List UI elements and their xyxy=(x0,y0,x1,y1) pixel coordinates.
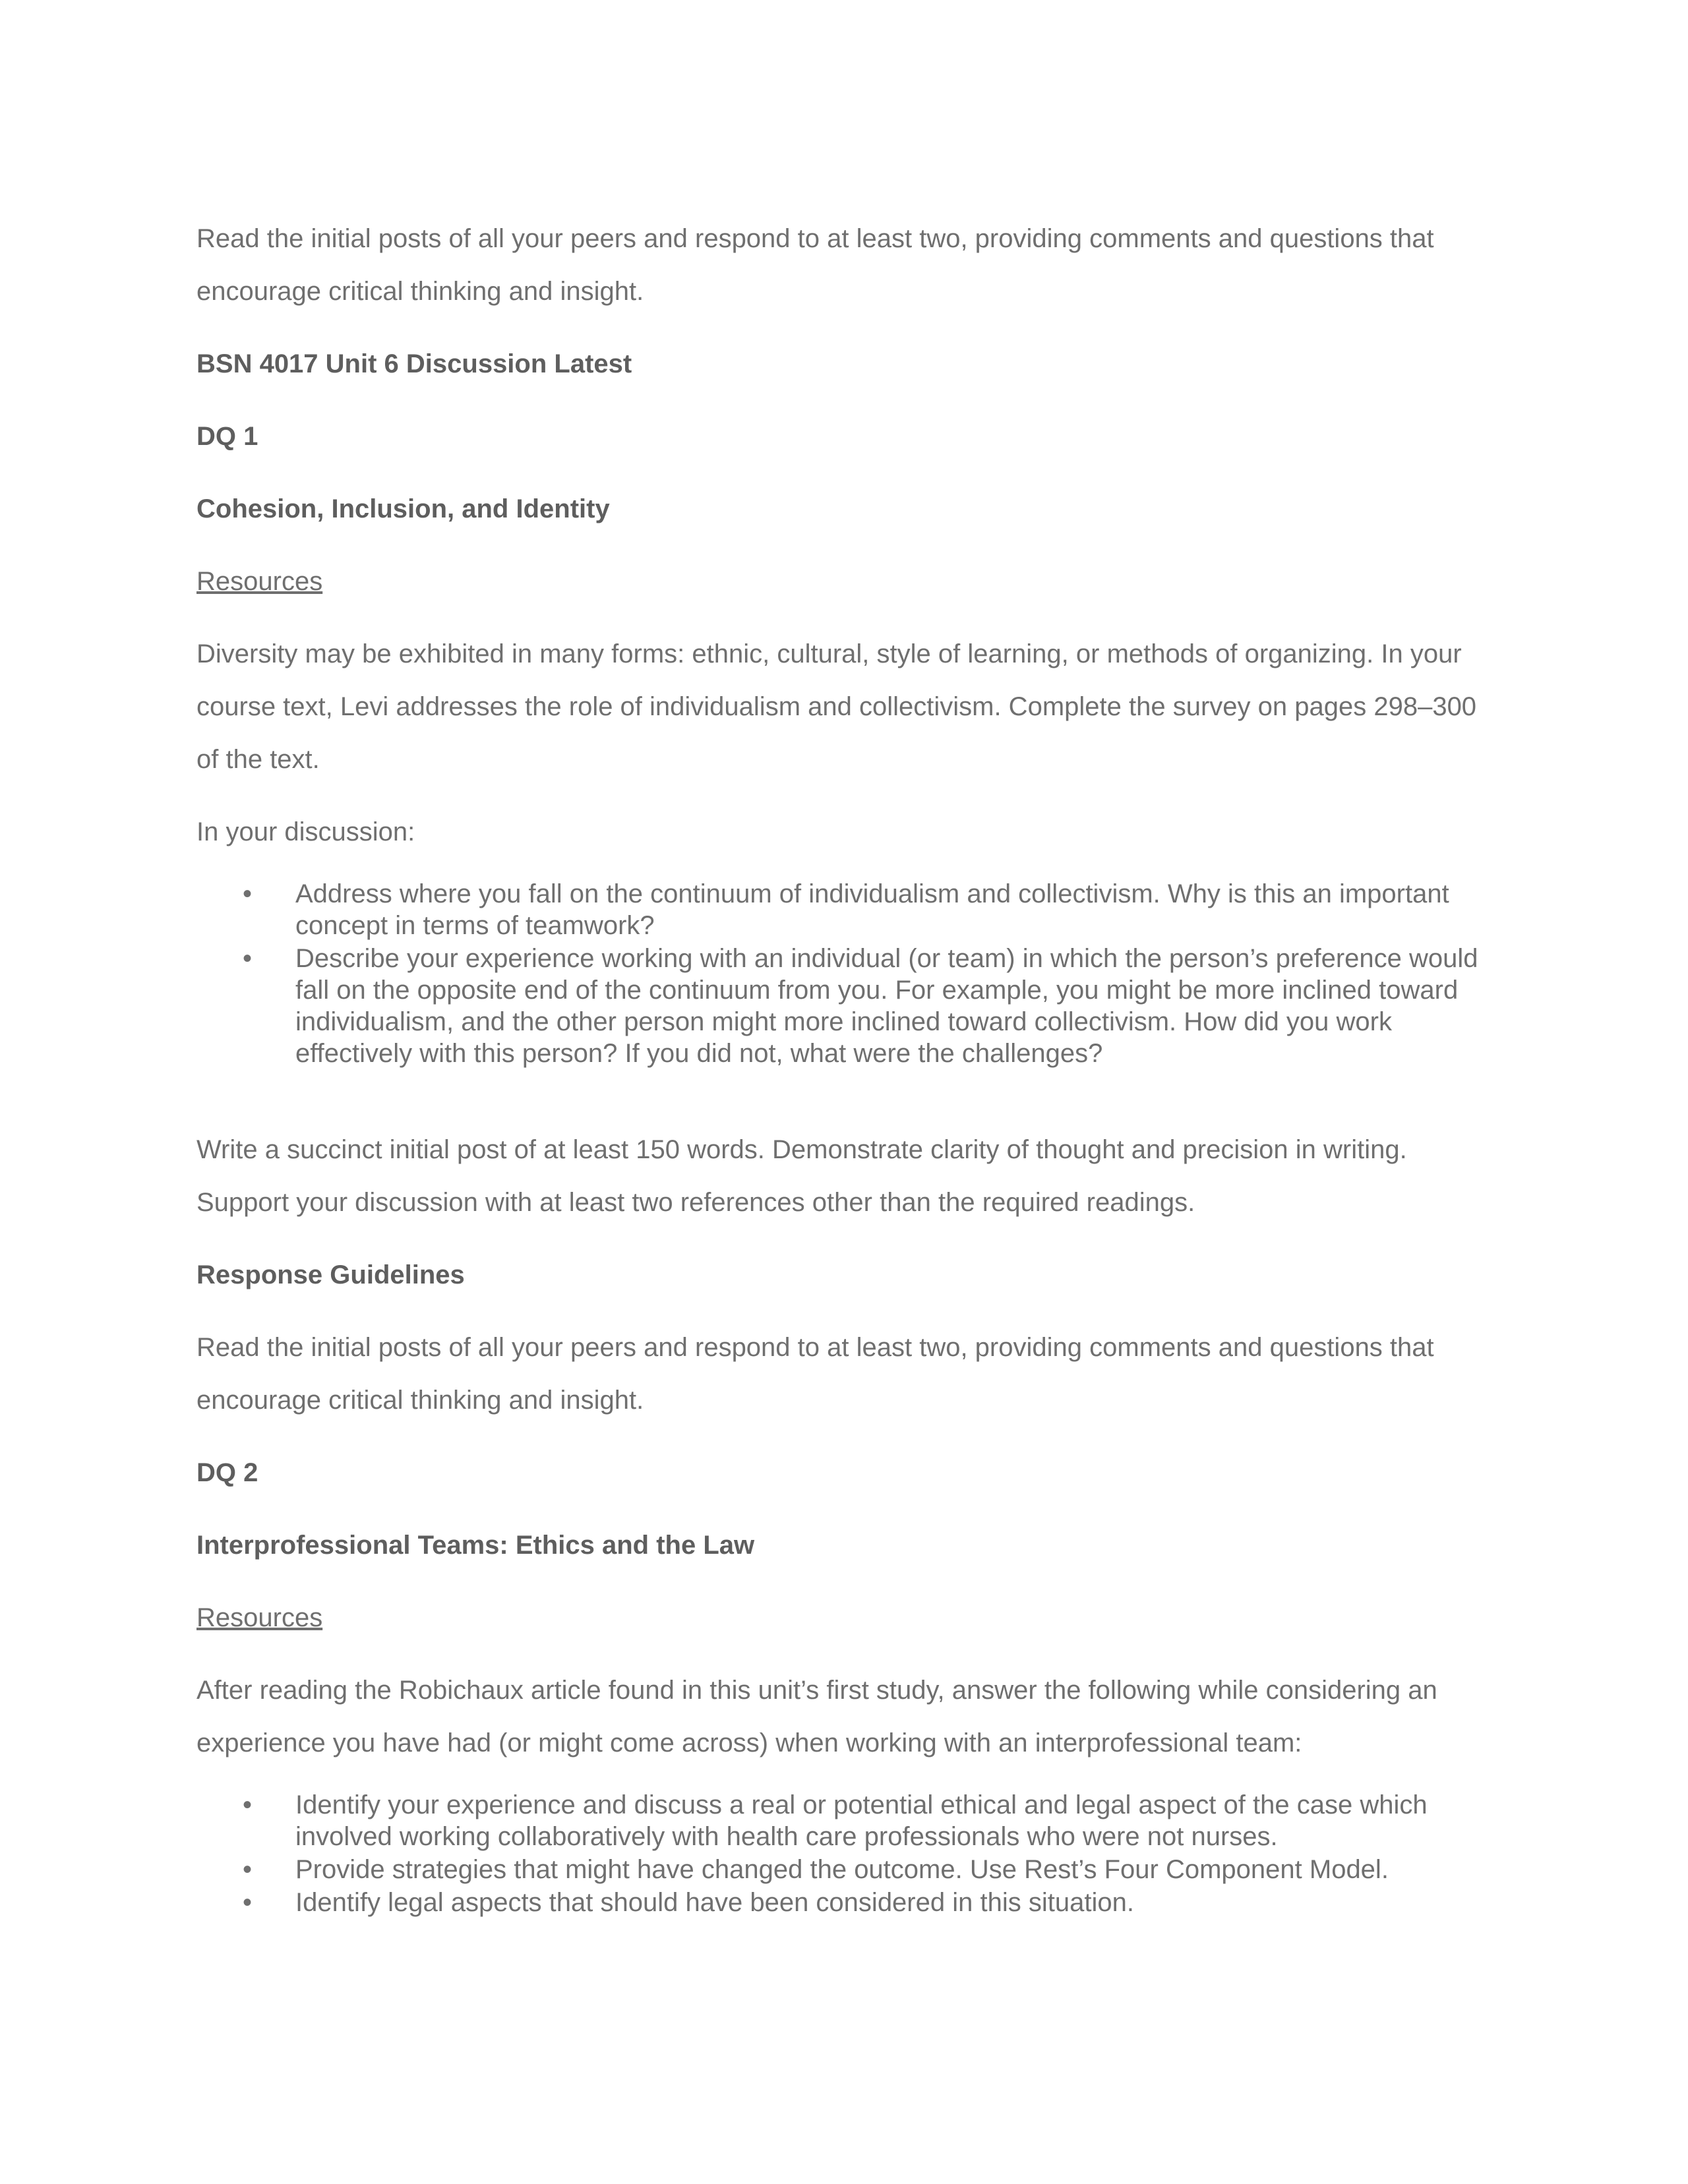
list-item: • Describe your experience working with an individual (or team) in which the person’s preference would fall on the opposite end of the continuum from you. For example, you might be more inclined toward individualism, and the other person might more inclined toward collectivism. How did you work effectively with this person? If you did not, what were the challenges? xyxy=(196,943,1489,1069)
dq2-label: DQ 2 xyxy=(196,1458,258,1487)
response-guidelines-body: Read the initial posts of all your peers and respond to at least two, providing comments and questions that encourage critical thinking and insight. xyxy=(196,1333,1434,1415)
response-guidelines-heading: Response Guidelines xyxy=(196,1260,465,1289)
dq2-resources-link[interactable]: Resources xyxy=(196,1603,323,1632)
dq1-bullet-list xyxy=(196,878,1489,1069)
intro-paragraph: Read the initial posts of all your peers and respond to at least two, providing comments and questions that encourage critical thinking and insight. xyxy=(196,224,1434,306)
spacer xyxy=(196,1089,1489,1123)
dq1-resources-link[interactable]: Resources xyxy=(196,567,323,596)
list-item: • Identify your experience and discuss a real or potential ethical and legal aspect of the case which involved working collaboratively with health care professionals who were not nurses. xyxy=(196,1789,1489,1852)
dq1-label: DQ 1 xyxy=(196,422,258,451)
list-item: • Address where you fall on the continuum of individualism and collectivism. Why is this an important concept in terms of teamwork? xyxy=(196,878,1489,941)
list-item: • Identify legal aspects that should have been considered in this situation. xyxy=(196,1887,1489,1918)
dq1-prompt: In your discussion: xyxy=(196,817,415,846)
dq1-title: Cohesion, Inclusion, and Identity xyxy=(196,494,610,523)
unit-heading: BSN 4017 Unit 6 Discussion Latest xyxy=(196,349,632,378)
dq1-body: Diversity may be exhibited in many forms: ethnic, cultural, style of learning, or methods of organizing. In your course text, Levi addresses the role of individualism and collectivism. Complete the survey on pages 298–300 of the text. xyxy=(196,639,1477,774)
dq2-title: Interprofessional Teams: Ethics and the Law xyxy=(196,1531,755,1560)
document-content xyxy=(196,212,1489,1938)
list-item: • Provide strategies that might have changed the outcome. Use Rest’s Four Component Model. xyxy=(196,1854,1489,1885)
dq2-bullet-list xyxy=(196,1789,1489,1918)
dq1-post-requirements: Write a succinct initial post of at least 150 words. Demonstrate clarity of thought and precision in writing. Support your discussion with at least two references other than the required readings. xyxy=(196,1135,1407,1217)
dq2-body: After reading the Robichaux article found in this unit’s first study, answer the following while considering an experience you have had (or might come across) when working with an interprofessional team: xyxy=(196,1676,1437,1757)
